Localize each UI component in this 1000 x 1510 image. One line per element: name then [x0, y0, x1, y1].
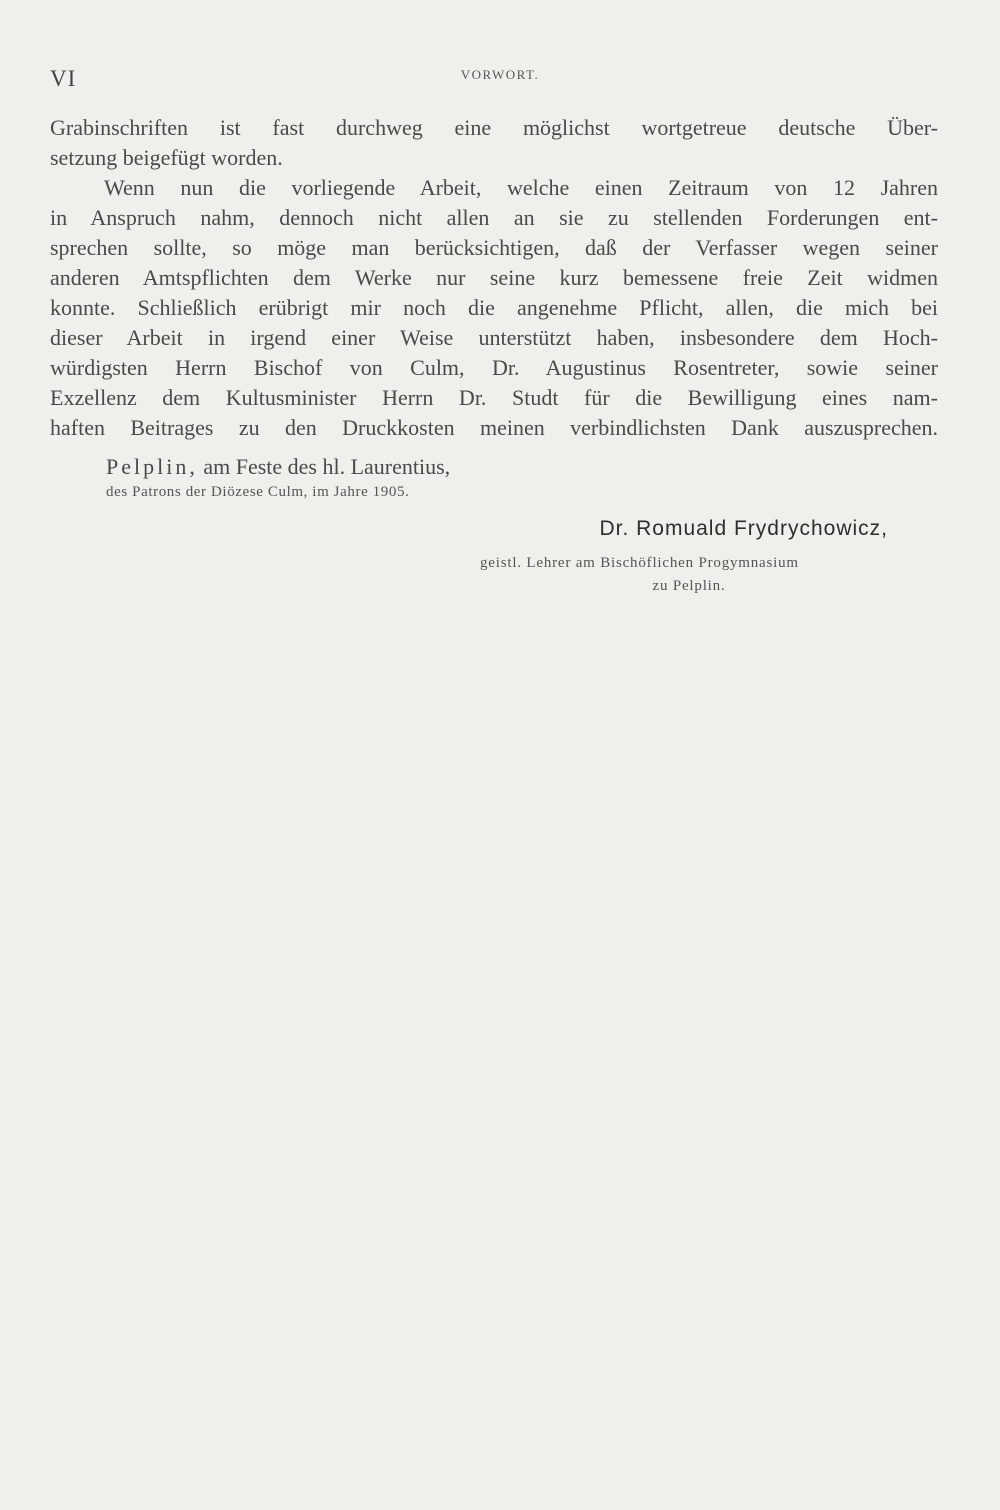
text-line: Wenn nun die vorliegende Arbeit, welche einen Zeitraum von 12 Jahren — [104, 175, 938, 200]
dateline — [106, 452, 450, 482]
text-line: haften Beitrages zu den Druckkosten meinen verbindlichsten Dank auszusprechen. — [50, 415, 938, 440]
text-line: dieser Arbeit in irgend einer Weise unterstützt haben, insbesondere dem Hoch- — [50, 325, 938, 350]
text-line: Grabinschriften ist fast durchweg eine möglichst wortgetreue deutsche Über- — [50, 115, 938, 140]
signature-role: geistl. Lehrer am Bischöflichen Progymnasium — [480, 555, 799, 571]
running-title: VORWORT. — [460, 67, 540, 82]
text-line: sprechen sollte, so möge man berücksichtigen, daß der Verfasser wegen seiner — [50, 235, 938, 260]
dateline-place: Pelplin, — [106, 454, 198, 479]
text-line: in Anspruch nahm, dennoch nicht allen an sie zu stellenden Forderungen ent- — [50, 205, 938, 230]
text-line: anderen Amtspflichten dem Werke nur seine kurz bemessene freie Zeit widmen — [50, 265, 938, 290]
page-number: VI — [50, 66, 77, 91]
signature-place: zu Pelplin. — [652, 578, 726, 594]
text-line: setzung beigefügt worden. — [50, 145, 283, 170]
preface-body — [50, 113, 938, 443]
dateline-date: am Feste des hl. Laurentius, — [203, 454, 451, 479]
dateline-subtext: des Patrons der Diözese Culm, im Jahre 1905. — [106, 484, 410, 500]
signature-name: Dr. Romuald Frydrychowicz, — [599, 517, 888, 540]
text-line: konnte. Schließlich erübrigt mir noch die angenehme Pflicht, allen, die mich bei — [50, 295, 938, 320]
text-line: würdigsten Herrn Bischof von Culm, Dr. Augustinus Rosentreter, sowie seiner — [50, 355, 938, 380]
text-line: Exzellenz dem Kultusminister Herrn Dr. Studt für die Bewilligung eines nam- — [50, 385, 938, 410]
